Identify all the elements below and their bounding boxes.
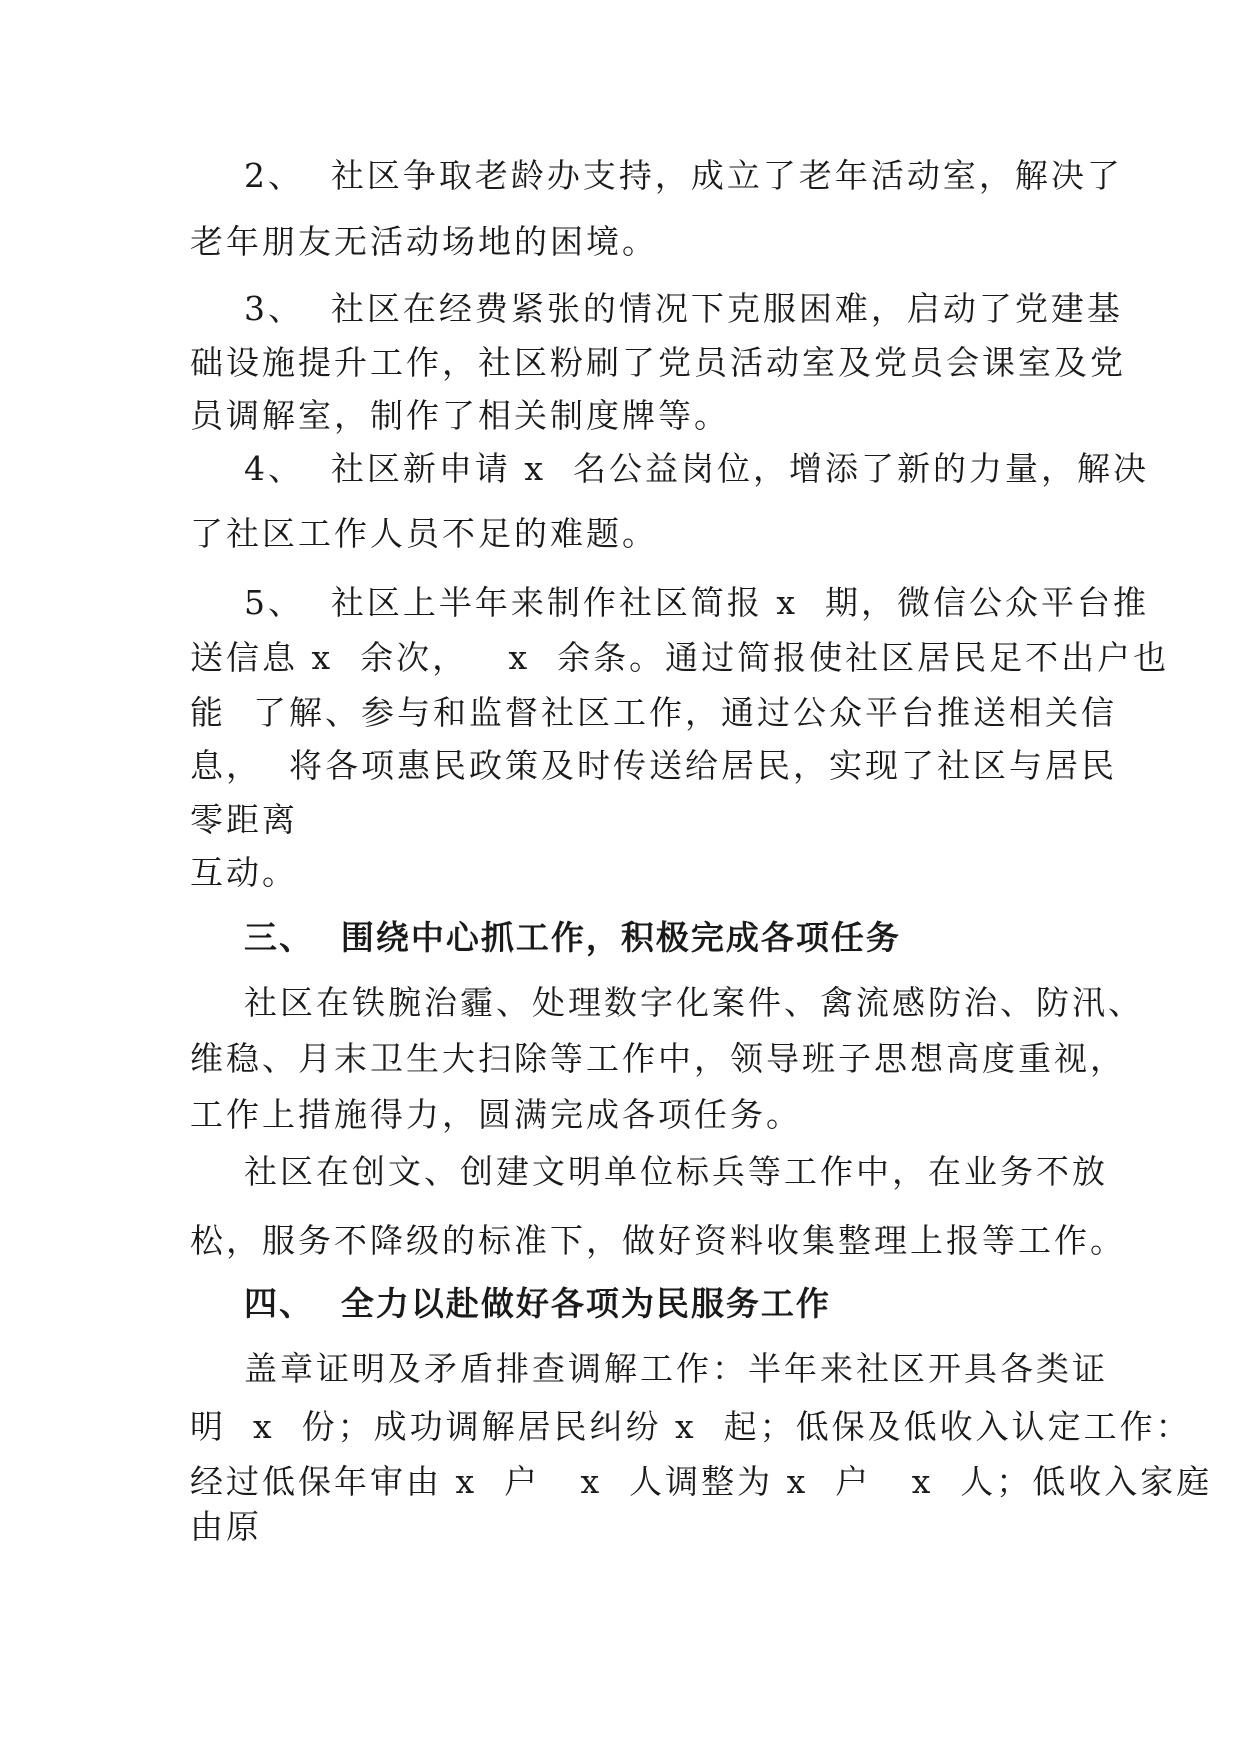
paragraph-line: 工作上措施得力，圆满完成各项任务。 bbox=[190, 1095, 802, 1134]
paragraph-line: 经过低保年审由 x 户 x 人调整为 x 户 x 人；低收入家庭 bbox=[190, 1462, 1213, 1501]
paragraph-line: 互动。 bbox=[190, 853, 298, 892]
paragraph-line: 社区在铁腕治霾、处理数字化案件、禽流感防治、防汛、 bbox=[190, 983, 1144, 1022]
paragraph-line: 础设施提升工作，社区粉刷了党员活动室及党员会课室及党 bbox=[190, 343, 1126, 382]
paragraph-line: 社区在创文、创建文明单位标兵等工作中，在业务不放 bbox=[190, 1152, 1108, 1191]
paragraph-line: 息， 将各项惠民政策及时传送给居民，实现了社区与居民 bbox=[190, 746, 1117, 785]
section-heading: 三、 围绕中心抓工作，积极完成各项任务 bbox=[190, 918, 901, 957]
paragraph-line: 零距离 bbox=[190, 800, 298, 839]
paragraph-line: 维稳、月末卫生大扫除等工作中，领导班子思想高度重视， bbox=[190, 1039, 1126, 1078]
paragraph-line: 老年朋友无活动场地的困境。 bbox=[190, 222, 658, 261]
paragraph-line: 送信息 x 余次， x 余条。通过简报使社区居民足不出户也 bbox=[190, 638, 1170, 677]
paragraph-line: 员调解室，制作了相关制度牌等。 bbox=[190, 396, 730, 435]
paragraph-line: 能 了解、参与和监督社区工作，通过公众平台推送相关信 bbox=[190, 693, 1117, 732]
paragraph-line: 2、 社区争取老龄办支持，成立了老年活动室，解决了 bbox=[190, 156, 1123, 195]
paragraph-line: 盖章证明及矛盾排查调解工作：半年来社区开具各类证 bbox=[190, 1349, 1108, 1388]
paragraph-line: 松，服务不降级的标准下，做好资料收集整理上报等工作。 bbox=[190, 1221, 1126, 1260]
paragraph-line: 4、 社区新申请 x 名公益岗位，增添了新的力量，解决 bbox=[190, 449, 1150, 488]
paragraph-line: 3、 社区在经费紧张的情况下克服困难，启动了党建基 bbox=[190, 289, 1123, 328]
paragraph-line: 明 x 份；成功调解居民纠纷 x 起；低保及低收入认定工作： bbox=[190, 1407, 1192, 1446]
paragraph-line: 了社区工作人员不足的难题。 bbox=[190, 514, 658, 553]
paragraph-line: 由原 bbox=[190, 1507, 262, 1546]
section-heading: 四、 全力以赴做好各项为民服务工作 bbox=[190, 1284, 831, 1323]
paragraph-line: 5、 社区上半年来制作社区简报 x 期，微信公众平台推 bbox=[190, 583, 1150, 622]
